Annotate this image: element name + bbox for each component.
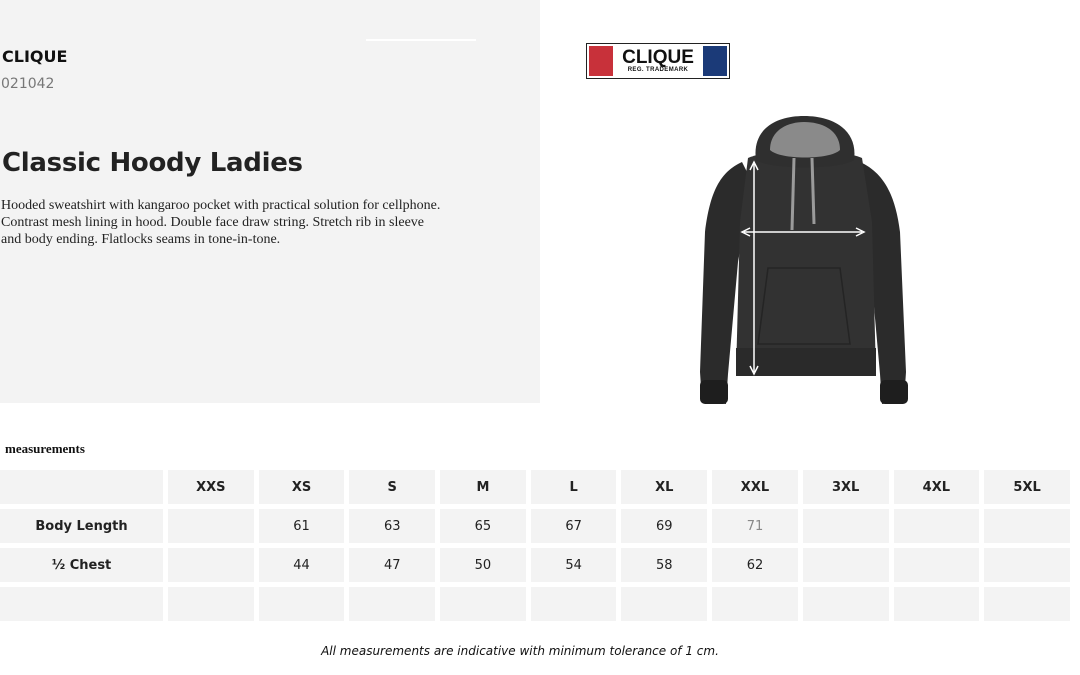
logo-red-block	[589, 46, 613, 76]
size-header-cell: XL	[621, 470, 707, 504]
hoodie-image	[690, 112, 920, 412]
table-row	[0, 509, 1070, 543]
row-label: Body Length	[0, 509, 163, 543]
header-corner-cell	[0, 470, 163, 504]
measurement-cell: 61	[259, 509, 345, 543]
size-header-cell: XXS	[168, 470, 254, 504]
measurement-cell: 65	[440, 509, 526, 543]
size-header-cell: 3XL	[803, 470, 889, 504]
size-header-cell: S	[349, 470, 435, 504]
measurement-cell	[168, 587, 254, 621]
logo-subtext: REG. TRADEMARK	[627, 66, 689, 73]
size-header-row	[0, 470, 1070, 504]
measurements-heading: measurements	[5, 441, 85, 456]
measurement-cell	[259, 587, 345, 621]
measurement-cell	[168, 509, 254, 543]
measurement-cell	[803, 587, 889, 621]
measurement-cell: 58	[621, 548, 707, 582]
row-label	[0, 587, 163, 621]
product-code: 021042	[1, 76, 55, 92]
measurement-cell	[621, 587, 707, 621]
measurement-cell: 63	[349, 509, 435, 543]
measurement-cell	[894, 548, 980, 582]
measurement-cell	[712, 587, 798, 621]
measurement-cell: 47	[349, 548, 435, 582]
measurement-cell: 62	[712, 548, 798, 582]
logo-text-block	[613, 44, 703, 78]
measurement-cell	[803, 548, 889, 582]
measurement-cell	[894, 509, 980, 543]
row-label: ½ Chest	[0, 548, 163, 582]
measurement-cell: 44	[259, 548, 345, 582]
measurement-cell: 67	[531, 509, 617, 543]
measurement-cell	[349, 587, 435, 621]
logo-blue-block	[703, 46, 727, 76]
measurement-cell	[894, 587, 980, 621]
measurement-cell	[440, 587, 526, 621]
size-header-cell: 4XL	[894, 470, 980, 504]
size-header-cell: L	[531, 470, 617, 504]
product-description: Hooded sweatshirt with kangaroo pocket with practical solution for cellphone. Contrast mesh lining in hood. Double face draw string. Stretch rib in sleeve and body ending. Flatlocks seams in tone-in-tone.	[1, 198, 441, 247]
measurement-cell	[984, 509, 1070, 543]
measurement-cell	[803, 509, 889, 543]
size-header-cell: 5XL	[984, 470, 1070, 504]
product-title: Classic Hoody Ladies	[2, 148, 303, 178]
table-row	[0, 587, 1070, 621]
measurement-cell: 50	[440, 548, 526, 582]
measurement-cell	[984, 587, 1070, 621]
logo-wordmark: CLIQUE	[622, 46, 694, 68]
divider	[366, 39, 476, 41]
table-row	[0, 548, 1070, 582]
size-chart-table	[0, 465, 1075, 626]
measurement-cell	[984, 548, 1070, 582]
measurement-footnote: All measurements are indicative with minimum tolerance of 1 cm.	[321, 644, 719, 658]
measurement-cell: 54	[531, 548, 617, 582]
measurement-cell: 69	[621, 509, 707, 543]
brand-logo	[586, 43, 730, 79]
measurement-cell: 71	[712, 509, 798, 543]
size-header-cell: M	[440, 470, 526, 504]
size-header-cell: XXL	[712, 470, 798, 504]
measurement-cell	[531, 587, 617, 621]
brand-name: CLIQUE	[2, 47, 68, 66]
size-header-cell: XS	[259, 470, 345, 504]
measurement-cell	[168, 548, 254, 582]
product-info-panel	[0, 0, 540, 403]
